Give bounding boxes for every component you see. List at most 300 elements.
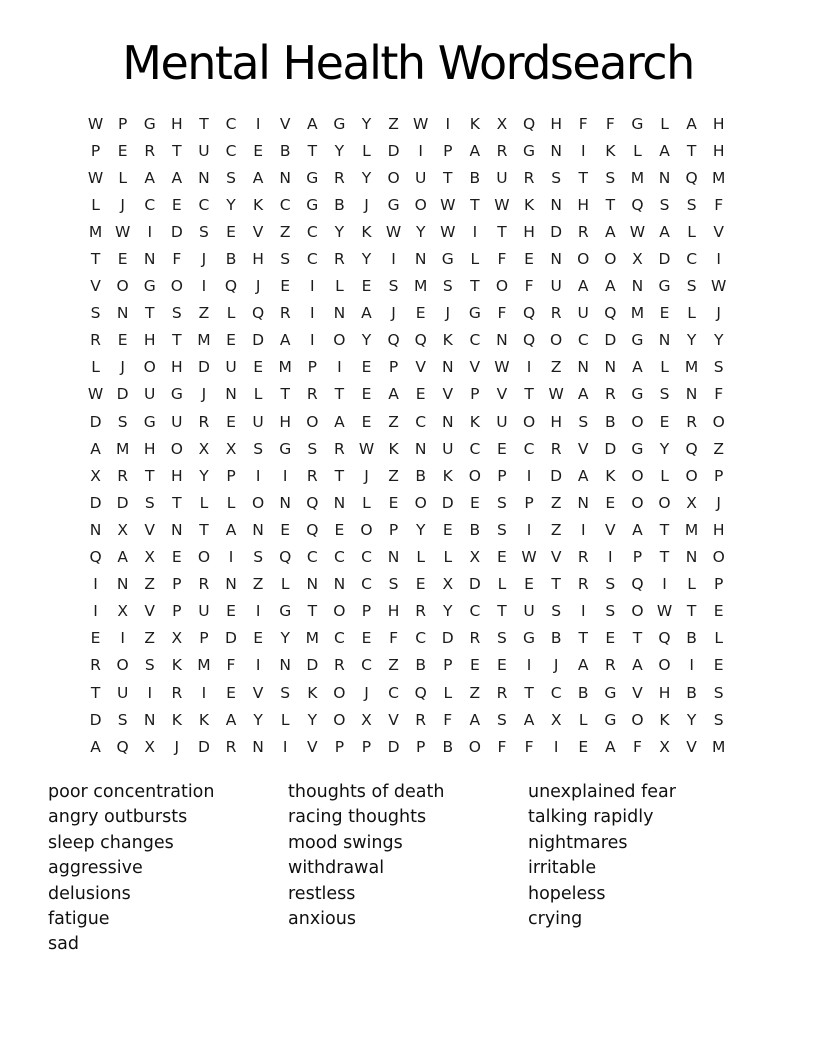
word-list-item: talking rapidly: [528, 807, 654, 828]
grid-cell-r11-c21: G: [631, 385, 644, 404]
grid-cell-r23-c24: S: [713, 710, 724, 729]
grid-cell-r12-c16: U: [496, 412, 508, 431]
grid-cell-r21-c22: O: [658, 656, 671, 675]
grid-cell-r22-c2: U: [116, 683, 129, 702]
grid-cell-r2-c7: E: [253, 141, 263, 160]
grid-cell-r20-c11: E: [361, 629, 372, 648]
grid-cell-r9-c15: C: [469, 331, 481, 350]
grid-cell-r23-c10: O: [333, 710, 346, 729]
grid-cell-r17-c11: C: [361, 548, 372, 567]
grid-cell-r12-c20: B: [605, 412, 616, 431]
grid-cell-r24-c10: P: [334, 737, 345, 756]
grid-cell-r7-c5: I: [201, 277, 207, 296]
grid-cell-r24-c23: V: [686, 737, 697, 756]
grid-cell-r2-c21: L: [633, 141, 642, 160]
grid-cell-r18-c20: S: [605, 575, 616, 594]
grid-cell-r4-c11: J: [364, 195, 369, 214]
grid-cell-r4-c5: C: [198, 195, 210, 214]
grid-cell-r8-c20: Q: [604, 304, 617, 323]
word-list-column-2: [288, 780, 444, 932]
grid-cell-r19-c7: I: [255, 602, 261, 621]
grid-cell-r24-c6: R: [225, 737, 237, 756]
grid-cell-r3-c11: Y: [361, 168, 372, 187]
grid-cell-r23-c3: N: [143, 710, 156, 729]
grid-cell-r19-c6: E: [226, 602, 236, 621]
grid-cell-r11-c12: A: [388, 385, 399, 404]
grid-cell-r7-c11: E: [361, 277, 372, 296]
grid-cell-r17-c18: V: [550, 548, 562, 567]
grid-cell-r7-c20: A: [605, 277, 616, 296]
grid-cell-r2-c24: H: [712, 141, 725, 160]
grid-cell-r11-c2: D: [116, 385, 129, 404]
grid-cell-r23-c1: D: [89, 710, 102, 729]
grid-cell-r24-c12: D: [387, 737, 400, 756]
grid-cell-r22-c11: J: [364, 683, 369, 702]
grid-cell-r5-c23: L: [687, 222, 696, 241]
grid-cell-r18-c9: N: [306, 575, 319, 594]
grid-cell-r24-c7: N: [252, 737, 264, 756]
grid-cell-r7-c1: V: [90, 277, 101, 296]
grid-cell-r22-c17: T: [524, 683, 534, 702]
grid-cell-r2-c8: B: [279, 141, 291, 160]
grid-cell-r21-c23: I: [689, 656, 694, 675]
grid-cell-r3-c7: A: [252, 168, 264, 187]
grid-cell-r7-c4: O: [170, 277, 183, 296]
grid-cell-r16-c12: P: [388, 520, 399, 539]
grid-cell-r22-c4: R: [171, 683, 183, 702]
grid-cell-r11-c22: S: [659, 385, 670, 404]
grid-cell-r10-c2: J: [120, 358, 125, 377]
grid-cell-r23-c12: V: [388, 710, 399, 729]
page-title: Mental Health Wordsearch: [122, 36, 694, 90]
grid-cell-r19-c15: C: [469, 602, 481, 621]
grid-cell-r20-c16: S: [497, 629, 507, 648]
grid-cell-r3-c2: L: [118, 168, 127, 187]
grid-cell-r16-c3: V: [144, 520, 156, 539]
word-list-item: aggressive: [48, 858, 143, 879]
grid-cell-r22-c13: Q: [414, 683, 427, 702]
grid-cell-r17-c3: X: [144, 548, 156, 567]
grid-cell-r3-c6: S: [226, 168, 236, 187]
grid-cell-r17-c23: N: [685, 548, 698, 567]
grid-cell-r7-c23: S: [686, 277, 697, 296]
grid-cell-r6-c17: E: [524, 250, 534, 269]
grid-cell-r2-c2: E: [117, 141, 128, 160]
grid-cell-r17-c1: Q: [89, 548, 102, 567]
grid-cell-r6-c18: N: [550, 250, 562, 269]
grid-cell-r1-c17: Q: [522, 114, 536, 133]
grid-cell-r16-c24: H: [712, 520, 725, 539]
grid-cell-r19-c8: G: [279, 602, 292, 621]
grid-cell-r23-c16: S: [497, 710, 507, 729]
grid-cell-r6-c13: N: [414, 250, 427, 269]
grid-cell-r14-c15: O: [468, 466, 481, 485]
grid-cell-r15-c3: S: [144, 493, 155, 512]
grid-cell-r11-c5: J: [201, 385, 207, 404]
grid-cell-r14-c13: B: [415, 466, 426, 485]
grid-cell-r4-c6: Y: [226, 195, 236, 214]
grid-cell-r1-c16: X: [496, 114, 508, 133]
grid-cell-r4-c14: W: [440, 195, 456, 214]
grid-cell-r3-c19: T: [578, 168, 588, 187]
grid-cell-r18-c8: L: [280, 575, 290, 594]
grid-cell-r11-c23: N: [685, 385, 698, 404]
grid-cell-r21-c12: Z: [388, 656, 399, 675]
grid-cell-r19-c13: R: [415, 602, 427, 621]
grid-cell-r6-c6: B: [225, 250, 237, 269]
grid-cell-r18-c3: Z: [144, 575, 156, 594]
grid-cell-r22-c23: B: [686, 683, 697, 702]
grid-cell-r18-c21: Q: [631, 575, 644, 594]
grid-cell-r4-c24: F: [714, 195, 724, 214]
grid-cell-r16-c7: N: [252, 520, 264, 539]
grid-cell-r10-c21: A: [632, 358, 643, 377]
grid-cell-r20-c9: M: [305, 629, 319, 648]
grid-cell-r1-c2: P: [117, 114, 128, 133]
grid-cell-r15-c24: J: [716, 493, 721, 512]
grid-cell-r10-c16: W: [494, 358, 510, 377]
grid-cell-r13-c3: H: [143, 439, 156, 458]
grid-cell-r2-c18: N: [550, 141, 562, 160]
grid-cell-r19-c5: U: [198, 602, 210, 621]
grid-cell-r5-c15: I: [472, 222, 478, 241]
grid-cell-r4-c1: L: [91, 195, 100, 214]
grid-cell-r9-c22: N: [658, 331, 671, 350]
grid-cell-r5-c16: T: [497, 222, 507, 241]
grid-cell-r9-c14: K: [442, 331, 453, 350]
grid-cell-r4-c13: O: [414, 195, 427, 214]
grid-cell-r10-c24: S: [713, 358, 724, 377]
grid-cell-r3-c24: M: [712, 168, 726, 187]
grid-cell-r14-c9: R: [306, 466, 318, 485]
grid-cell-r20-c4: X: [171, 629, 183, 648]
grid-cell-r1-c13: W: [413, 114, 429, 133]
grid-cell-r11-c10: T: [334, 385, 345, 404]
grid-cell-r5-c9: C: [306, 222, 318, 241]
grid-cell-r21-c13: B: [415, 656, 426, 675]
grid-cell-r20-c22: Q: [658, 629, 671, 648]
grid-cell-r24-c16: F: [497, 737, 507, 756]
grid-cell-r18-c5: R: [198, 575, 210, 594]
grid-cell-r4-c7: K: [253, 195, 264, 214]
grid-cell-r8-c24: J: [716, 304, 721, 323]
grid-cell-r18-c17: E: [524, 575, 534, 594]
grid-cell-r6-c5: J: [201, 250, 207, 269]
grid-cell-r18-c6: N: [225, 575, 237, 594]
grid-cell-r22-c5: I: [201, 683, 207, 702]
grid-cell-r19-c23: T: [686, 602, 697, 621]
grid-cell-r19-c17: U: [523, 602, 535, 621]
grid-cell-r24-c8: I: [282, 737, 288, 756]
grid-cell-r22-c9: K: [307, 683, 318, 702]
grid-cell-r10-c13: V: [415, 358, 426, 377]
grid-cell-r7-c16: O: [495, 277, 509, 296]
grid-cell-r11-c20: R: [604, 385, 616, 404]
grid-cell-r11-c16: V: [496, 385, 508, 404]
grid-cell-r3-c10: R: [334, 168, 345, 187]
grid-cell-r15-c10: N: [333, 493, 346, 512]
grid-cell-r18-c19: R: [577, 575, 589, 594]
grid-cell-r19-c18: S: [551, 602, 562, 621]
grid-cell-r11-c15: P: [470, 385, 480, 404]
grid-cell-r21-c14: P: [443, 656, 453, 675]
grid-cell-r13-c18: R: [550, 439, 562, 458]
grid-cell-r20-c19: T: [578, 629, 588, 648]
grid-cell-r8-c23: L: [687, 304, 696, 323]
word-list-item: sleep changes: [48, 832, 174, 853]
grid-cell-r11-c17: T: [524, 385, 534, 404]
grid-cell-r22-c1: T: [90, 683, 101, 702]
grid-cell-r2-c9: T: [307, 141, 318, 160]
grid-cell-r14-c21: O: [631, 466, 644, 485]
grid-cell-r1-c5: T: [199, 114, 209, 133]
grid-cell-r7-c6: Q: [224, 277, 238, 296]
grid-cell-r12-c15: K: [469, 412, 480, 431]
grid-cell-r13-c7: S: [253, 439, 264, 458]
grid-cell-r19-c21: O: [631, 602, 644, 621]
grid-cell-r15-c1: D: [89, 493, 102, 512]
grid-cell-r13-c5: X: [198, 439, 210, 458]
grid-cell-r12-c12: Z: [388, 412, 399, 431]
grid-cell-r6-c10: R: [334, 250, 345, 269]
grid-cell-r17-c15: X: [469, 548, 481, 567]
grid-cell-r6-c4: F: [172, 250, 182, 269]
grid-cell-r20-c17: G: [523, 629, 536, 648]
grid-cell-r4-c9: G: [306, 195, 319, 214]
grid-cell-r6-c16: F: [497, 250, 507, 269]
grid-cell-r23-c6: A: [225, 710, 237, 729]
grid-cell-r17-c8: Q: [279, 548, 292, 567]
grid-cell-r18-c14: X: [442, 575, 454, 594]
word-list-item: withdrawal: [288, 858, 385, 879]
grid-cell-r16-c13: Y: [415, 520, 426, 539]
grid-cell-r4-c16: W: [494, 195, 510, 214]
grid-cell-r9-c11: Y: [361, 331, 372, 350]
grid-cell-r11-c18: W: [548, 385, 564, 404]
grid-cell-r15-c14: D: [441, 493, 454, 512]
grid-cell-r16-c4: N: [171, 520, 183, 539]
grid-cell-r3-c9: G: [306, 168, 319, 187]
grid-cell-r15-c8: N: [279, 493, 291, 512]
grid-cell-r21-c5: M: [197, 656, 211, 675]
grid-cell-r22-c24: S: [713, 683, 724, 702]
grid-cell-r1-c8: V: [279, 114, 291, 133]
grid-cell-r19-c2: X: [117, 602, 128, 621]
grid-cell-r24-c3: X: [144, 737, 156, 756]
grid-cell-r2-c13: I: [418, 141, 423, 160]
grid-cell-r24-c9: V: [306, 737, 318, 756]
grid-cell-r12-c22: E: [659, 412, 670, 431]
grid-cell-r14-c2: R: [117, 466, 129, 485]
grid-cell-r18-c11: C: [361, 575, 372, 594]
grid-cell-r23-c5: K: [198, 710, 209, 729]
grid-cell-r22-c8: S: [280, 683, 291, 702]
grid-cell-r7-c17: F: [524, 277, 534, 296]
grid-cell-r17-c9: C: [306, 548, 318, 567]
grid-cell-r14-c14: K: [442, 466, 453, 485]
grid-cell-r24-c4: J: [174, 737, 180, 756]
grid-cell-r2-c11: L: [362, 141, 371, 160]
grid-cell-r4-c8: C: [279, 195, 291, 214]
grid-cell-r2-c20: K: [605, 141, 616, 160]
grid-cell-r3-c20: S: [605, 168, 616, 187]
grid-cell-r2-c6: C: [225, 141, 237, 160]
grid-cell-r1-c19: F: [578, 114, 588, 133]
grid-cell-r6-c15: L: [470, 250, 480, 269]
grid-cell-r9-c10: O: [333, 331, 346, 350]
grid-cell-r15-c21: O: [631, 493, 644, 512]
grid-cell-r16-c17: I: [526, 520, 532, 539]
grid-cell-r21-c11: C: [361, 656, 372, 675]
grid-cell-r9-c13: Q: [414, 331, 427, 350]
grid-cell-r18-c2: N: [116, 575, 129, 594]
grid-cell-r16-c19: I: [580, 520, 586, 539]
grid-cell-r21-c3: S: [144, 656, 155, 675]
grid-cell-r22-c7: V: [252, 683, 264, 702]
grid-cell-r18-c24: P: [714, 575, 724, 594]
grid-cell-r20-c18: B: [550, 629, 562, 648]
grid-cell-r20-c2: I: [120, 629, 125, 648]
grid-cell-r8-c8: R: [279, 304, 291, 323]
grid-cell-r15-c18: Z: [550, 493, 562, 512]
grid-cell-r12-c21: O: [631, 412, 644, 431]
grid-cell-r15-c17: P: [524, 493, 534, 512]
grid-cell-r8-c16: F: [497, 304, 507, 323]
grid-cell-r6-c7: H: [252, 250, 264, 269]
grid-cell-r18-c23: L: [687, 575, 696, 594]
grid-cell-r4-c3: C: [144, 195, 156, 214]
grid-cell-r23-c20: G: [604, 710, 617, 729]
grid-cell-r8-c1: S: [90, 304, 101, 323]
grid-cell-r7-c13: M: [413, 277, 428, 296]
grid-cell-r15-c6: L: [226, 493, 236, 512]
grid-cell-r21-c20: R: [604, 656, 616, 675]
grid-cell-r8-c13: E: [415, 304, 426, 323]
word-list-item: fatigue: [48, 909, 110, 930]
grid-cell-r7-c21: N: [631, 277, 644, 296]
grid-cell-r14-c7: I: [255, 466, 261, 485]
grid-cell-r14-c19: A: [577, 466, 589, 485]
grid-cell-r22-c3: I: [147, 683, 153, 702]
grid-cell-r12-c3: G: [143, 412, 156, 431]
grid-cell-r15-c12: E: [388, 493, 399, 512]
grid-cell-r1-c14: I: [445, 114, 451, 133]
grid-cell-r21-c18: J: [553, 656, 559, 675]
grid-cell-r10-c12: P: [388, 358, 399, 377]
grid-cell-r13-c20: D: [604, 439, 617, 458]
grid-cell-r17-c24: O: [712, 548, 725, 567]
grid-cell-r9-c2: E: [117, 331, 128, 350]
grid-cell-r15-c22: O: [658, 493, 671, 512]
grid-cell-r4-c12: G: [387, 195, 400, 214]
grid-cell-r8-c19: U: [577, 304, 589, 323]
word-list-item: unexplained fear: [528, 782, 676, 802]
grid-cell-r14-c1: X: [90, 466, 101, 485]
grid-cell-r13-c19: V: [577, 439, 589, 458]
grid-cell-r21-c21: A: [632, 656, 643, 675]
grid-cell-r17-c4: E: [171, 548, 182, 567]
grid-cell-r1-c6: C: [225, 114, 237, 133]
grid-cell-r13-c16: E: [497, 439, 507, 458]
grid-cell-r14-c11: J: [364, 466, 369, 485]
grid-cell-r13-c4: O: [170, 439, 183, 458]
grid-cell-r5-c22: A: [659, 222, 670, 241]
grid-cell-r16-c21: A: [632, 520, 643, 539]
grid-cell-r21-c6: F: [226, 656, 236, 675]
grid-cell-r16-c6: A: [225, 520, 237, 539]
grid-cell-r5-c20: A: [605, 222, 616, 241]
grid-cell-r18-c18: T: [551, 575, 561, 594]
word-list-item: anxious: [288, 909, 356, 930]
grid-cell-r19-c9: T: [307, 602, 318, 621]
grid-cell-r18-c12: S: [388, 575, 399, 594]
grid-cell-r18-c16: L: [497, 575, 507, 594]
word-list-item: nightmares: [528, 832, 628, 853]
grid-cell-r12-c23: R: [686, 412, 697, 431]
grid-cell-r12-c13: C: [415, 412, 427, 431]
grid-cell-r18-c15: D: [468, 575, 481, 594]
grid-cell-r10-c20: N: [604, 358, 617, 377]
grid-cell-r16-c23: M: [684, 520, 699, 539]
grid-cell-r21-c8: N: [279, 656, 291, 675]
grid-cell-r4-c2: J: [120, 195, 125, 214]
grid-cell-r8-c11: A: [361, 304, 372, 323]
grid-cell-r17-c10: C: [333, 548, 345, 567]
grid-cell-r15-c2: D: [116, 493, 129, 512]
grid-cell-r22-c21: V: [632, 683, 643, 702]
grid-cell-r16-c20: V: [605, 520, 616, 539]
grid-cell-r22-c6: E: [226, 683, 236, 702]
word-list-item: mood swings: [288, 832, 403, 853]
grid-cell-r14-c17: I: [526, 466, 532, 485]
grid-cell-r6-c12: I: [391, 250, 396, 269]
grid-cell-r20-c8: Y: [280, 629, 290, 648]
grid-cell-r22-c12: C: [388, 683, 399, 702]
grid-cell-r3-c14: T: [443, 168, 453, 187]
grid-cell-r21-c16: E: [497, 656, 507, 675]
grid-cell-r11-c24: F: [714, 385, 724, 404]
word-list-item: poor concentration: [48, 782, 215, 802]
grid-cell-r20-c24: L: [714, 629, 724, 648]
grid-cell-r24-c18: I: [553, 737, 559, 756]
grid-cell-r11-c4: G: [170, 385, 183, 404]
grid-cell-r10-c10: I: [337, 358, 342, 377]
grid-cell-r15-c20: E: [605, 493, 616, 512]
grid-cell-r6-c21: X: [632, 250, 643, 269]
grid-cell-r2-c1: P: [90, 141, 101, 160]
grid-cell-r9-c21: G: [631, 331, 644, 350]
grid-cell-r9-c3: H: [143, 331, 156, 350]
grid-cell-r14-c23: O: [685, 466, 698, 485]
grid-cell-r5-c7: V: [252, 222, 264, 241]
word-list-item: crying: [528, 909, 583, 930]
grid-cell-r5-c10: Y: [334, 222, 345, 241]
word-list-column-1: [48, 780, 214, 958]
grid-cell-r14-c6: P: [226, 466, 236, 485]
grid-cell-r6-c2: E: [117, 250, 128, 269]
grid-cell-r1-c15: K: [469, 114, 480, 133]
grid-cell-r8-c12: J: [391, 304, 396, 323]
grid-cell-r3-c1: W: [87, 168, 104, 187]
grid-cell-r1-c22: L: [660, 114, 669, 133]
grid-cell-r24-c2: Q: [116, 737, 129, 756]
grid-cell-r10-c11: E: [361, 358, 372, 377]
grid-cell-r4-c23: S: [686, 195, 697, 214]
grid-cell-r2-c15: A: [469, 141, 481, 160]
grid-cell-r3-c15: B: [469, 168, 481, 187]
grid-cell-r7-c22: G: [658, 277, 671, 296]
grid-cell-r19-c11: P: [361, 602, 372, 621]
